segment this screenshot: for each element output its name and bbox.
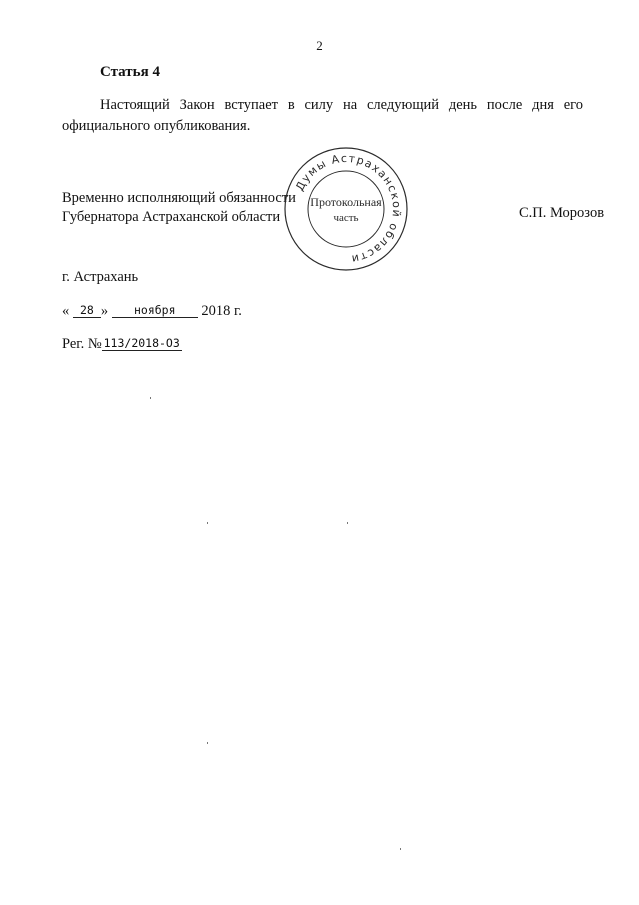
article-heading: Статья 4 <box>100 64 160 80</box>
signing-date <box>62 303 242 320</box>
registration-line <box>62 336 182 353</box>
date-close-quote: » <box>100 303 109 319</box>
date-open-quote: « <box>62 303 70 319</box>
signatory-title-line-1: Временно исполняющий обязанности <box>62 190 296 206</box>
date-day: 28 <box>73 303 101 318</box>
signatory-title-line-2: Губернатора Астраханской области <box>62 209 281 225</box>
scan-speck <box>400 848 401 850</box>
date-month: ноября <box>112 303 198 318</box>
signatory-title <box>62 189 296 227</box>
registration-number: 113/2018-ОЗ <box>103 336 180 350</box>
official-stamp <box>283 146 409 272</box>
scan-speck <box>207 742 208 744</box>
stamp-ring-text: Думы Астраханской области <box>293 151 404 266</box>
page-number: 2 <box>316 38 323 53</box>
registration-label: Рег. № <box>62 336 102 352</box>
article-body: Настоящий Закон вступает в силу на следующий день после дня его официального опубликования. <box>62 97 583 134</box>
scan-speck <box>207 522 208 524</box>
stamp-center-line-1: Протокольная <box>310 195 382 209</box>
stamp-inner-ring <box>308 171 384 247</box>
city: г. Астрахань <box>62 269 139 285</box>
signatory-name: С.П. Морозов <box>519 205 605 221</box>
scan-speck <box>347 522 348 524</box>
scan-speck <box>150 397 151 399</box>
stamp-outer-ring <box>285 148 407 270</box>
stamp-center-line-2: часть <box>333 212 359 224</box>
date-year: 2018 г. <box>201 303 242 319</box>
